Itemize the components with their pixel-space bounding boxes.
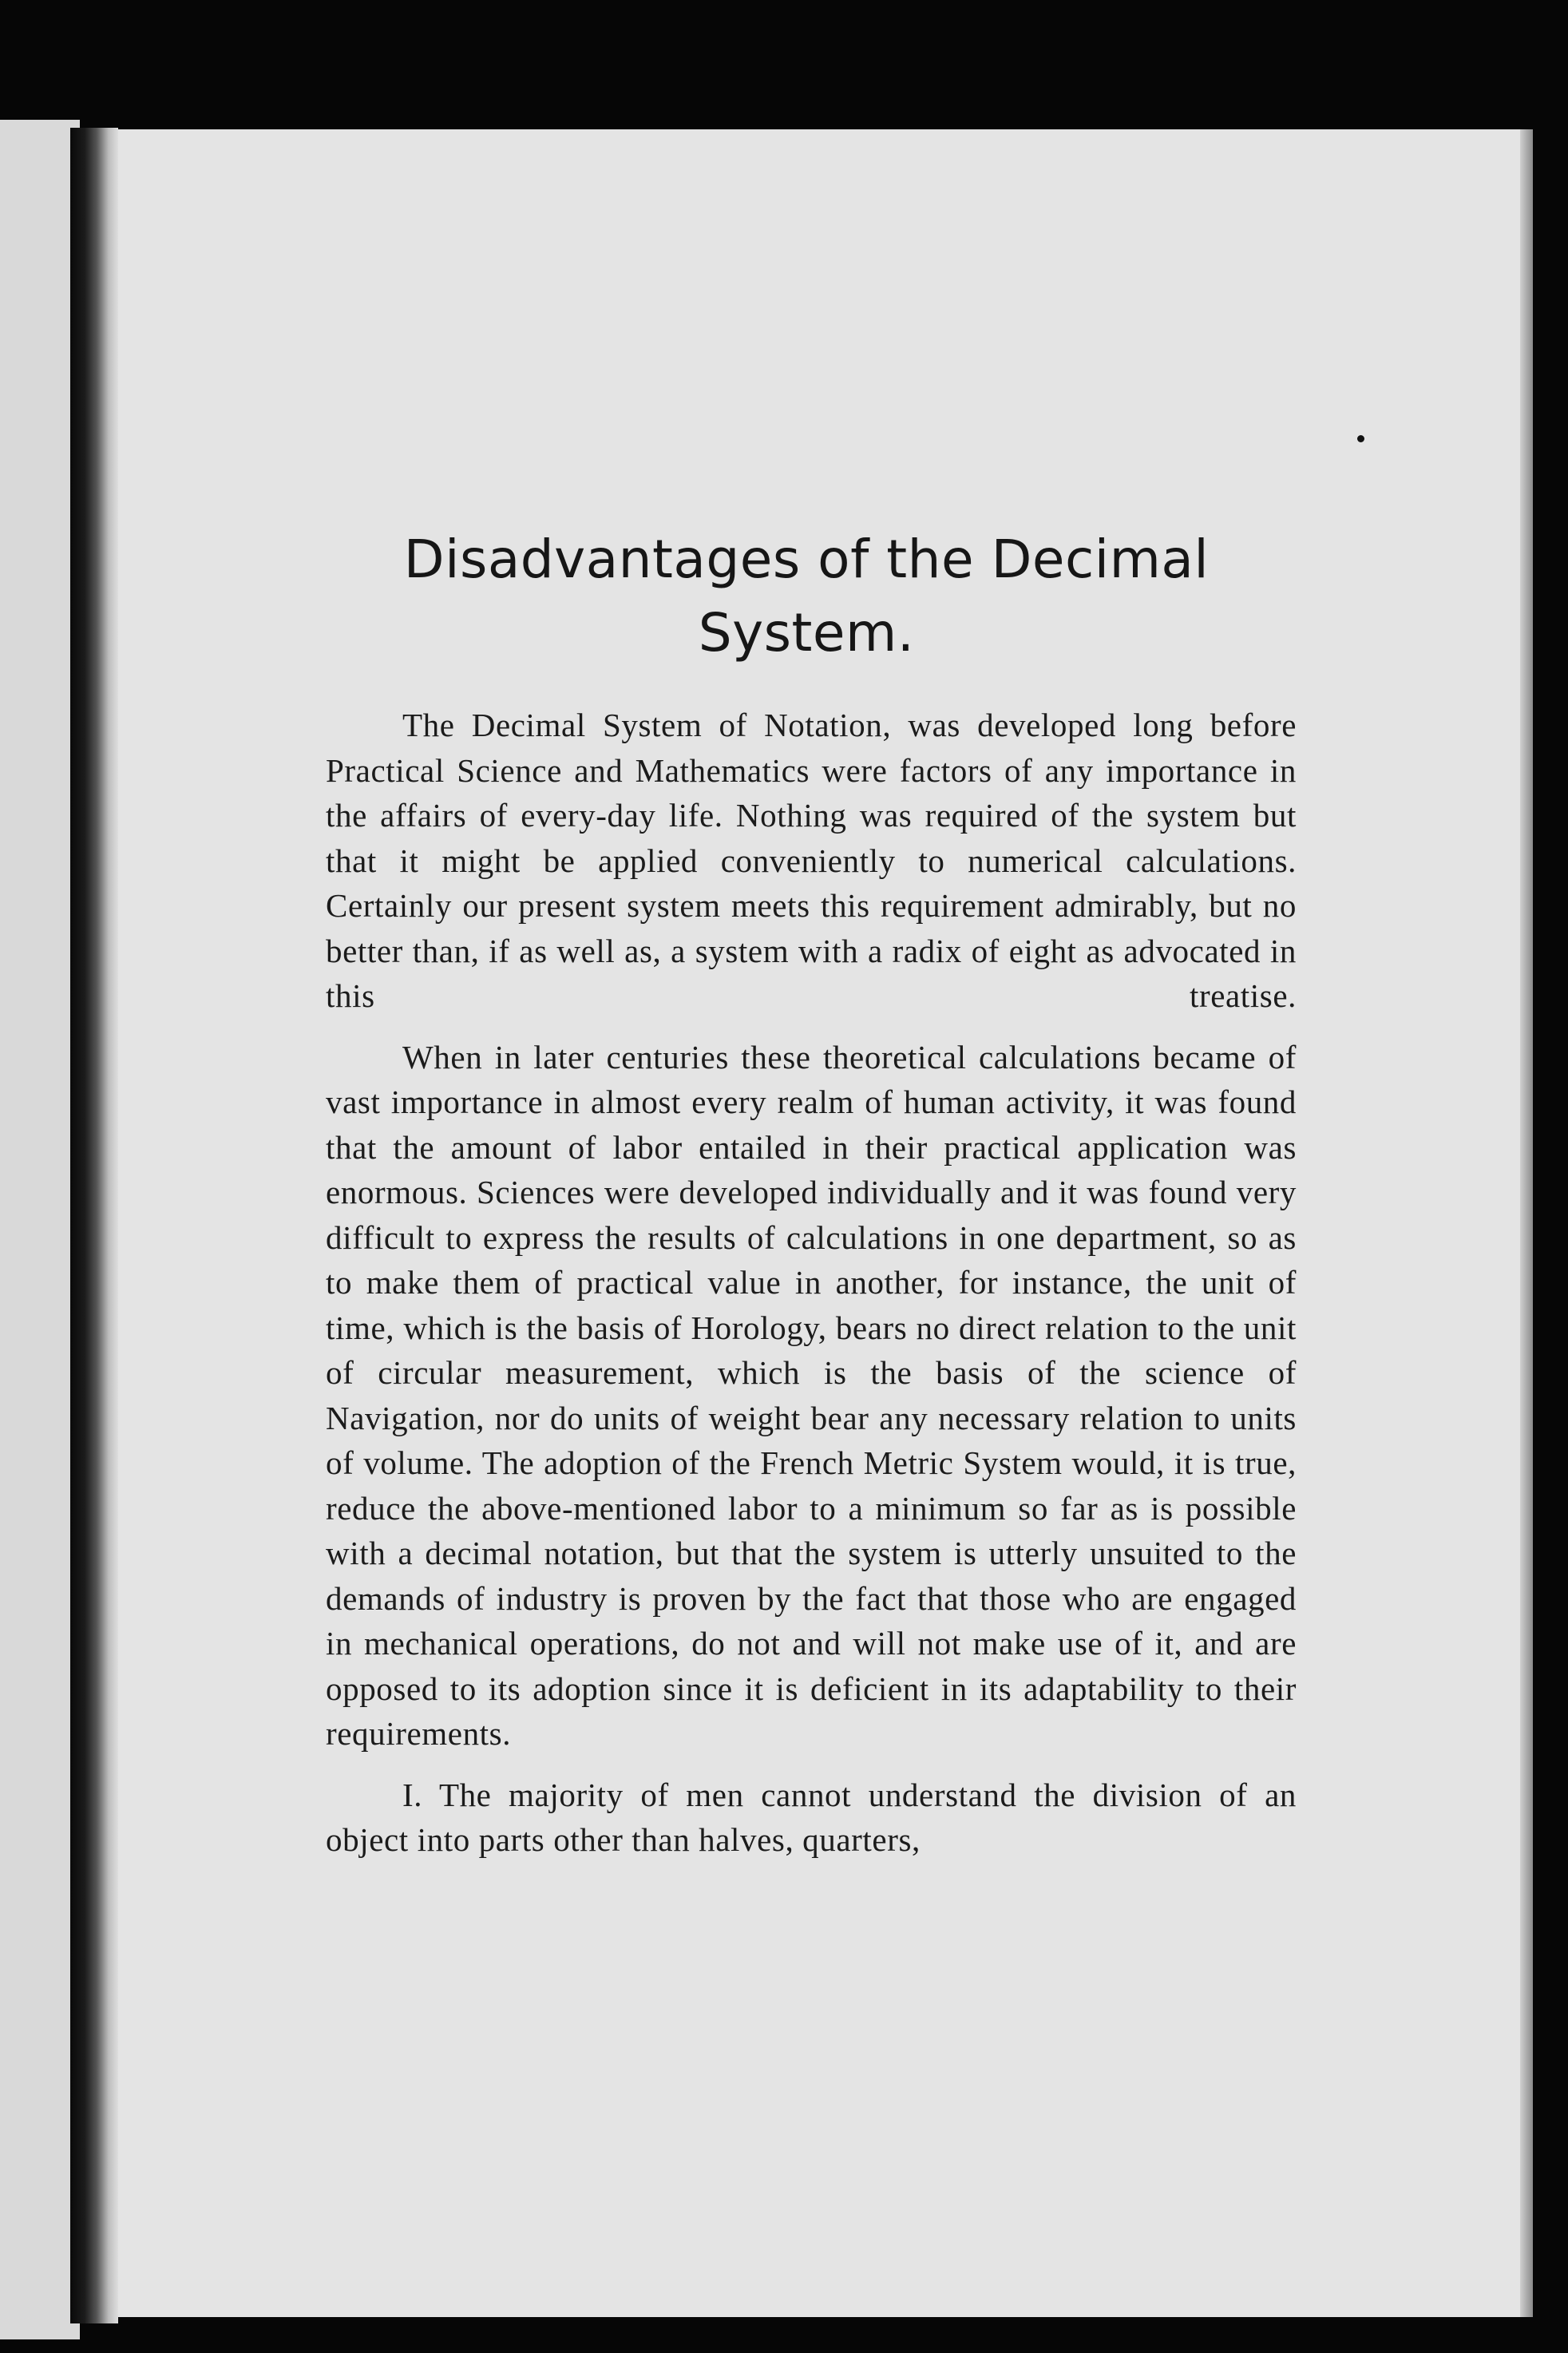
page-title: Disadvantages of the Decimal System.	[403, 529, 1210, 664]
body-text	[326, 703, 1297, 1879]
paragraph: The Decimal System of Notation, was developed long before Practical Science and Mathematics were factors of any importance in the affairs of every-day life. Nothing was required of the system but that it might be applied conveniently to numerical calculations. Certainly our present system meets this requirement admirably, but no better than, if as well as, a system with a radix of eight as advocated in this treatise.	[326, 707, 1297, 1014]
paragraph: When in later centuries these theoretical calculations became of vast importance in almost every realm of human activity, it was found that the amount of labor entailed in their practical application was enormous. Sciences were developed individually and it was found very difficult to express the results of calculations in one department, so as to make them of practical value in another, for instance, the unit of time, which is the basis of Horology, bears no direct relation to the unit of circular measurement, which is the basis of the science of Navigation, nor do units of weight bear any necessary relation to units of volume. The adoption of the French Metric System would, it is true, reduce the above-mentioned labor to a minimum so far as is possible with a decimal notation, but that the system is utterly unsuited to the demands of industry is proven by the fact that those who are engaged in mechanical operations, do not and will not make use of it, and are opposed to its adoption since it is deficient in its adaptability to their requirements.	[326, 1038, 1297, 1752]
book-spine-shadow	[70, 128, 118, 2323]
ink-speck	[1357, 435, 1364, 442]
previous-page-edge	[0, 120, 80, 2339]
paragraph: I. The majority of men cannot understand the division of an object into parts other than halves, quarters,	[326, 1776, 1297, 1858]
page-right-edge	[1520, 129, 1533, 2317]
